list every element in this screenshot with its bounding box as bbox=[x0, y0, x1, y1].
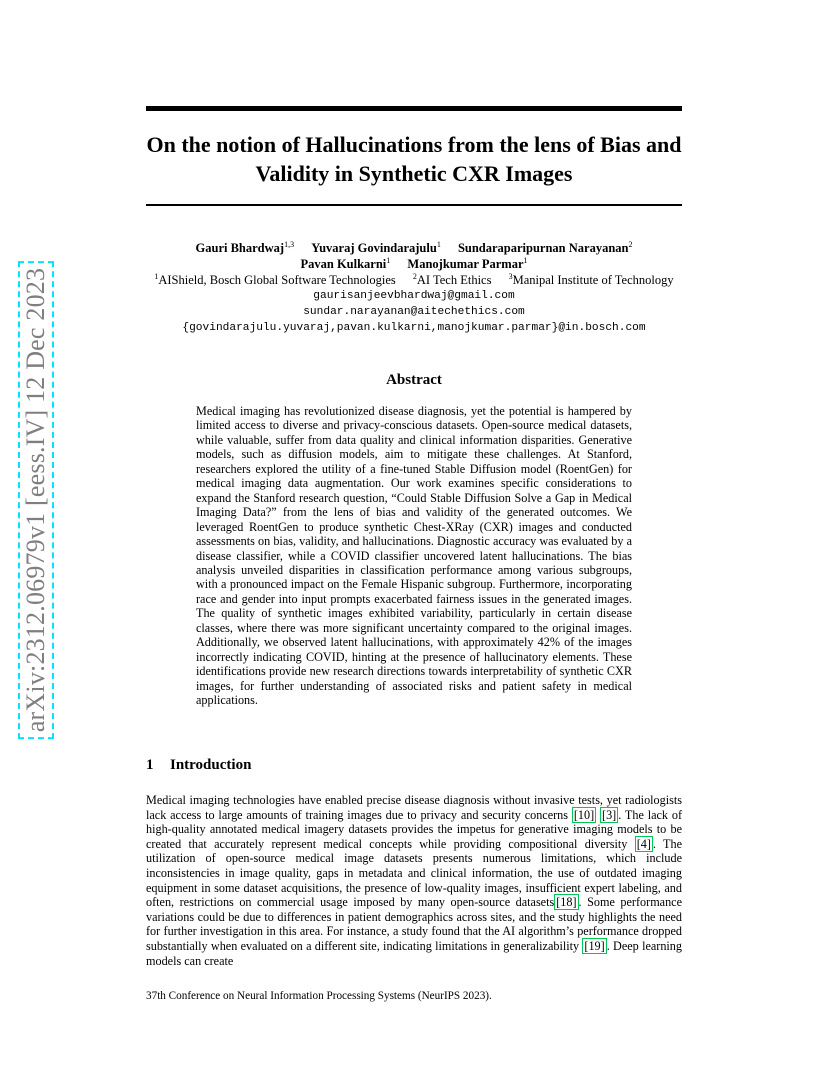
affiliation-mark: 3 bbox=[508, 271, 513, 281]
citation-link[interactable]: [3] bbox=[602, 807, 617, 822]
conference-footnote: 37th Conference on Neural Information Processing Systems (NeurIPS 2023). bbox=[146, 990, 492, 1002]
intro-text: . The utilization of open-source medical image datasets presents numerous limitations, which include inconsistencies in image quality, gaps in metadata and clinical information, the use of outdated imaging equipment in some dataset acquisitions, the presence of low-quality images, insufficient expert labeling, and often, restrictions on commercial usage imposed by many open-source datasets bbox=[146, 836, 682, 910]
intro-text: . Some performance variations could be due to differences in patient demographics across sites, and the study highlights the need for further investigation in this area. For instance, a study found that the AI algorithm’s performance dropped substantially when evaluated on a different site, indicating limitations in generalizability bbox=[146, 895, 683, 953]
author-email: gaurisanjeevbhardwaj@gmail.com bbox=[313, 290, 515, 302]
citation-link[interactable]: [19] bbox=[584, 938, 605, 953]
author-email: {govindarajulu.yuvaraj,pavan.kulkarni,manojkumar.parmar}@in.bosch.com bbox=[182, 322, 646, 334]
author-email: sundar.narayanan@aitechethics.com bbox=[303, 306, 525, 318]
affiliation: AI Tech Ethics bbox=[416, 273, 492, 287]
abstract-text: Medical imaging has revolutionized disease diagnosis, yet the potential is hampered by limited access to diverse and privacy-conscious datasets. Open-source medical datasets, while valuable, suffer from data quality and clinical information disparities. Generative models, such as diffusion models, aim to mitigate these challenges. At Stanford, researchers explored the utility of a fine-tuned Stable Diffusion model (RoentGen) for medical imaging data augmentation. Our work examines specific considerations to expand the Stanford research question, “Could Stable Diffusion Solve a Gap in Medical Imaging Data?” from the lens of bias and validity of the generated outcomes. We leveraged RoentGen to produce synthetic Chest-XRay (CXR) images and conducted assessments on bias, validity, and hallucinations. Diagnostic accuracy was evaluated by a disease classifier, while a COVID classifier uncovered latent hallucinations. The bias analysis unveiled disparities in classification performance among various subgroups, with a pronounced impact on the Female Hispanic subgroup. Furthermore, incorporating race and gender into input prompts exacerbated fairness issues in the generated images. The quality of synthetic images exhibited variability, particularly in certain disease classes, where there was more significant uncertainty compared to the original images. Additionally, we observed latent hallucinations, with approximately 42% of the images incorrectly indicating COVID, hinting at the presence of hallucinatory elements. These identifications provide new research directions towards interpretability of synthetic CXR images, for further understanding of associated risks and patient safety in medical applications. bbox=[196, 404, 632, 708]
author-line-1 bbox=[110, 240, 718, 256]
intro-text: . The lack of high-quality annotated medical imagery datasets provides the impetus for generative imaging models to be created that accurately represent medical concepts while providing compositional diversity bbox=[146, 807, 683, 851]
author-affiliation-mark: 1 bbox=[386, 255, 391, 265]
abstract-heading: Abstract bbox=[386, 372, 442, 388]
intro-text: Medical imaging technologies have enabled precise disease diagnosis without invasive tests, yet radiologists lack access to large amounts of training images due to privacy and security concerns bbox=[146, 793, 682, 822]
section-heading bbox=[146, 757, 251, 774]
arxiv-side-stamp[interactable]: arXiv:2312.06979v1 [eess.IV] 12 Dec 2023 bbox=[18, 261, 54, 739]
affiliation-mark: 1 bbox=[154, 271, 159, 281]
author-name: Manojkumar Parmar bbox=[407, 257, 524, 271]
intro-text: . Deep learning models can create bbox=[146, 938, 682, 968]
paper-title: On the notion of Hallucinations from the lens of Bias and Validity in Synthetic CXR Images bbox=[146, 132, 682, 186]
author-name: Pavan Kulkarni bbox=[300, 257, 387, 271]
author-affiliation-mark: 2 bbox=[628, 239, 633, 249]
affiliation-line bbox=[110, 272, 718, 288]
author-name: Yuvaraj Govindarajulu bbox=[311, 241, 437, 255]
affiliation: AIShield, Bosch Global Software Technologies bbox=[158, 273, 396, 287]
section-title: Introduction bbox=[170, 757, 252, 773]
citation-link[interactable]: [4] bbox=[636, 836, 651, 851]
author-line-2 bbox=[110, 256, 718, 272]
title-top-rule bbox=[146, 106, 682, 111]
author-name: Sundaraparipurnan Narayanan bbox=[457, 241, 629, 255]
author-block bbox=[110, 240, 718, 336]
citation-link[interactable]: [10] bbox=[573, 807, 595, 822]
section-number: 1 bbox=[146, 757, 154, 773]
author-name: Gauri Bhardwaj bbox=[195, 241, 285, 255]
introduction-paragraph bbox=[146, 793, 682, 968]
title-bottom-rule bbox=[146, 204, 682, 206]
affiliation-mark: 2 bbox=[412, 271, 417, 281]
citation-link[interactable]: [18] bbox=[556, 895, 577, 910]
author-affiliation-mark: 1,3 bbox=[284, 239, 295, 249]
author-affiliation-mark: 1 bbox=[436, 239, 441, 249]
affiliation: Manipal Institute of Technology bbox=[512, 273, 674, 287]
author-affiliation-mark: 1 bbox=[523, 255, 528, 265]
